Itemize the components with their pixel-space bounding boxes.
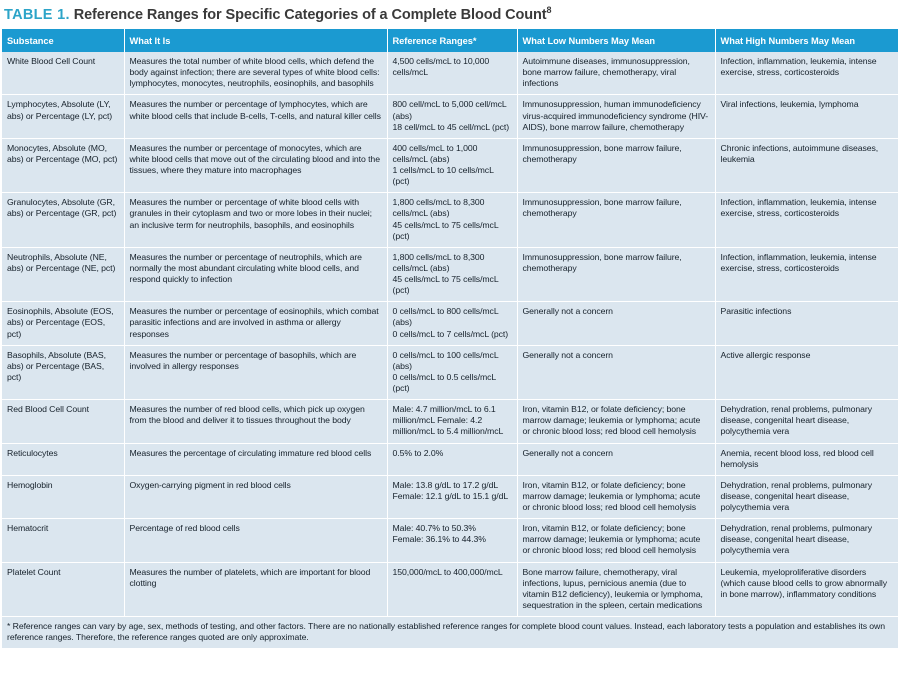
table-row	[2, 400, 898, 443]
cell-low-numbers: Immunosuppression, bone marrow failure, chemotherapy	[517, 138, 715, 193]
cell-high-numbers: Infection, inflammation, leukemia, intense exercise, stress, corticosteroids	[715, 247, 898, 302]
reference-range-line: 1 cells/mcL to 10 cells/mcL (pct)	[392, 165, 494, 187]
table-row	[2, 193, 898, 248]
reference-range-line: 800 cell/mcL to 5,000 cell/mcL (abs)	[392, 99, 507, 121]
cell-reference-ranges	[387, 400, 517, 443]
column-header-substance: Substance	[2, 29, 124, 52]
cell-high-numbers: Parasitic infections	[715, 302, 898, 345]
table-row	[2, 247, 898, 302]
reference-range-line: 45 cells/mcL to 75 cells/mcL (pct)	[392, 219, 499, 241]
table-row	[2, 138, 898, 193]
cell-high-numbers: Infection, inflammation, leukemia, intense exercise, stress, corticosteroids	[715, 193, 898, 248]
reference-range-line: 18 cell/mcL to 45 cell/mcL (pct)	[392, 121, 510, 132]
cell-reference-ranges	[387, 193, 517, 248]
table-row	[2, 95, 898, 138]
cell-reference-ranges	[387, 247, 517, 302]
reference-range-line: Female: 36.1% to 44.3%	[392, 534, 486, 545]
cell-what-it-is: Oxygen-carrying pigment in red blood cells	[124, 475, 387, 518]
footnote-cell	[2, 617, 898, 649]
cell-what-it-is: Measures the percentage of circulating immature red blood cells	[124, 443, 387, 475]
cell-low-numbers: Autoimmune diseases, immunosuppression, bone marrow failure, chemotherapy, viral infections	[517, 52, 715, 95]
cell-what-it-is: Measures the number or percentage of basophils, which are involved in allergy responses	[124, 345, 387, 400]
table-header-row	[2, 29, 898, 52]
table-row	[2, 345, 898, 400]
reference-range-line: Male: 13.8 g/dL to 17.2 g/dL	[392, 479, 499, 490]
cell-substance: Red Blood Cell Count	[2, 400, 124, 443]
reference-range-line: 150,000/mcL to 400,000/mcL	[392, 566, 503, 577]
cell-substance: Basophils, Absolute (BAS, abs) or Percentage (BAS, pct)	[2, 345, 124, 400]
table-row	[2, 475, 898, 518]
reference-range-line: 400 cells/mcL to 1,000 cells/mcL (abs)	[392, 142, 478, 164]
cell-what-it-is: Measures the number or percentage of eosinophils, which combat parasitic infections and are involved in asthma or allergy responses	[124, 302, 387, 345]
cell-high-numbers: Anemia, recent blood loss, red blood cell hemolysis	[715, 443, 898, 475]
cell-low-numbers: Iron, vitamin B12, or folate deficiency; bone marrow damage; leukemia or lymphoma; acute or chronic blood loss; red blood cell hemolysis	[517, 519, 715, 562]
table-title-text: Reference Ranges for Specific Categories of a Complete Blood Count	[73, 7, 547, 23]
cell-low-numbers: Generally not a concern	[517, 302, 715, 345]
column-header-what-it-is: What It Is	[124, 29, 387, 52]
cell-substance: Lymphocytes, Absolute (LY, abs) or Percentage (LY, pct)	[2, 95, 124, 138]
cell-high-numbers: Viral infections, leukemia, lymphoma	[715, 95, 898, 138]
cell-reference-ranges	[387, 443, 517, 475]
reference-range-line: 45 cells/mcL to 75 cells/mcL (pct)	[392, 274, 499, 296]
cell-substance: Hemoglobin	[2, 475, 124, 518]
cell-low-numbers: Bone marrow failure, chemotherapy, viral infections, lupus, pernicious anemia (due to vitamin B12 deficiency), leukemia or lymphoma, sequestration in the spleen, certain medications	[517, 562, 715, 617]
cell-substance: White Blood Cell Count	[2, 52, 124, 95]
footnote-text: * Reference ranges can vary by age, sex, methods of testing, and other factors. There are no nationally established reference ranges for complete blood count values. Instead, each laboratory tests a population and establishes its own reference ranges. Therefore, the reference ranges quoted are only approximate.	[7, 621, 885, 643]
cell-substance: Platelet Count	[2, 562, 124, 617]
cell-what-it-is: Measures the number of red blood cells, which pick up oxygen from the blood and deliver it to tissues throughout the body	[124, 400, 387, 443]
cell-substance: Reticulocytes	[2, 443, 124, 475]
cell-what-it-is: Percentage of red blood cells	[124, 519, 387, 562]
cell-substance: Eosinophils, Absolute (EOS, abs) or Percentage (EOS, pct)	[2, 302, 124, 345]
reference-range-line: 1,800 cells/mcL to 8,300 cells/mcL (abs)	[392, 197, 485, 219]
cell-reference-ranges	[387, 562, 517, 617]
cell-what-it-is: Measures the number or percentage of neutrophils, which are normally the most abundant circulating white blood cells, and respond quickly to infection	[124, 247, 387, 302]
table-row	[2, 302, 898, 345]
cell-reference-ranges	[387, 302, 517, 345]
table-row	[2, 519, 898, 562]
reference-range-line: 0 cells/mcL to 7 cells/mcL (pct)	[392, 328, 509, 339]
cell-what-it-is: Measures the number or percentage of lymphocytes, which are white blood cells that include B-cells, T-cells, and natural killer cells	[124, 95, 387, 138]
cell-low-numbers: Iron, vitamin B12, or folate deficiency; bone marrow damage; leukemia or lymphoma; acute or chronic blood loss; red blood cell hemolysis	[517, 400, 715, 443]
cell-substance: Hematocrit	[2, 519, 124, 562]
cell-reference-ranges	[387, 95, 517, 138]
cell-high-numbers: Dehydration, renal problems, pulmonary disease, congenital heart disease, polycythemia vera	[715, 475, 898, 518]
table-number-label: TABLE 1.	[4, 7, 70, 23]
cell-high-numbers: Leukemia, myeloproliferative disorders (which cause blood cells to grow abnormally in bone marrow), inflammatory conditions	[715, 562, 898, 617]
cell-reference-ranges	[387, 138, 517, 193]
cell-reference-ranges	[387, 345, 517, 400]
reference-range-line: Male: 40.7% to 50.3%	[392, 523, 476, 534]
reference-range-line: 0 cells/mcL to 100 cells/mcL (abs)	[392, 349, 499, 371]
cell-low-numbers: Generally not a concern	[517, 443, 715, 475]
cell-high-numbers: Chronic infections, autoimmune diseases, leukemia	[715, 138, 898, 193]
page-title	[0, 0, 900, 29]
cell-low-numbers: Immunosuppression, bone marrow failure, chemotherapy	[517, 193, 715, 248]
cell-low-numbers: Immunosuppression, bone marrow failure, chemotherapy	[517, 247, 715, 302]
cell-what-it-is: Measures the number of platelets, which are important for blood clotting	[124, 562, 387, 617]
cell-what-it-is: Measures the total number of white blood cells, which defend the body against infection; there are several types of white blood cells: lymphocytes, monocytes, neutrophils, eosinophils, and basophils	[124, 52, 387, 95]
reference-range-line: 4,500 cells/mcL to 10,000 cells/mcL	[392, 56, 490, 78]
cell-substance: Granulocytes, Absolute (GR, abs) or Percentage (GR, pct)	[2, 193, 124, 248]
column-header-low-numbers: What Low Numbers May Mean	[517, 29, 715, 52]
cell-substance: Neutrophils, Absolute (NE, abs) or Percentage (NE, pct)	[2, 247, 124, 302]
cell-substance: Monocytes, Absolute (MO, abs) or Percentage (MO, pct)	[2, 138, 124, 193]
cell-what-it-is: Measures the number or percentage of white blood cells with granules in their cytoplasm and two or more lobes in their nuclei; an inclusive term for neutrophils, basophils, and eosinophils	[124, 193, 387, 248]
reference-range-line: Male: 4.7 million/mcL to 6.1 million/mcL Female: 4.2 million/mcL to 5.4 million/mcL	[392, 404, 504, 437]
cell-reference-ranges	[387, 52, 517, 95]
reference-range-line: 0.5% to 2.0%	[392, 447, 444, 458]
table-row	[2, 562, 898, 617]
cell-high-numbers: Active allergic response	[715, 345, 898, 400]
table-footnote-row	[2, 617, 898, 649]
cell-low-numbers: Generally not a concern	[517, 345, 715, 400]
cell-low-numbers: Immunosuppression, human immunodeficiency virus-acquired immunodeficiency syndrome (HIV-AIDS), bone marrow failure, chemotherapy	[517, 95, 715, 138]
cell-low-numbers: Iron, vitamin B12, or folate deficiency; bone marrow damage; leukemia or lymphoma; acute or chronic blood loss; red blood cell hemolysis	[517, 475, 715, 518]
table-body	[2, 52, 898, 617]
cell-what-it-is: Measures the number or percentage of monocytes, which are white blood cells that move out of the circulating blood and into the tissues, where they mature into macrophages	[124, 138, 387, 193]
cell-reference-ranges	[387, 519, 517, 562]
cell-reference-ranges	[387, 475, 517, 518]
cell-high-numbers: Dehydration, renal problems, pulmonary disease, congenital heart disease, polycythemia vera	[715, 519, 898, 562]
reference-range-line: 0 cells/mcL to 0.5 cells/mcL (pct)	[392, 371, 496, 393]
table-row	[2, 443, 898, 475]
cell-high-numbers: Dehydration, renal problems, pulmonary disease, congenital heart disease, polycythemia vera	[715, 400, 898, 443]
reference-range-line: 0 cells/mcL to 800 cells/mcL (abs)	[392, 306, 499, 328]
column-header-reference-ranges: Reference Ranges*	[387, 29, 517, 52]
reference-range-line: 1,800 cells/mcL to 8,300 cells/mcL (abs)	[392, 251, 485, 273]
column-header-high-numbers: What High Numbers May Mean	[715, 29, 898, 52]
reference-range-line: Female: 12.1 g/dL to 15.1 g/dL	[392, 490, 509, 501]
cbc-reference-table	[2, 29, 898, 648]
cell-high-numbers: Infection, inflammation, leukemia, intense exercise, stress, corticosteroids	[715, 52, 898, 95]
title-reference-superscript: 8	[546, 5, 552, 16]
table-row	[2, 52, 898, 95]
